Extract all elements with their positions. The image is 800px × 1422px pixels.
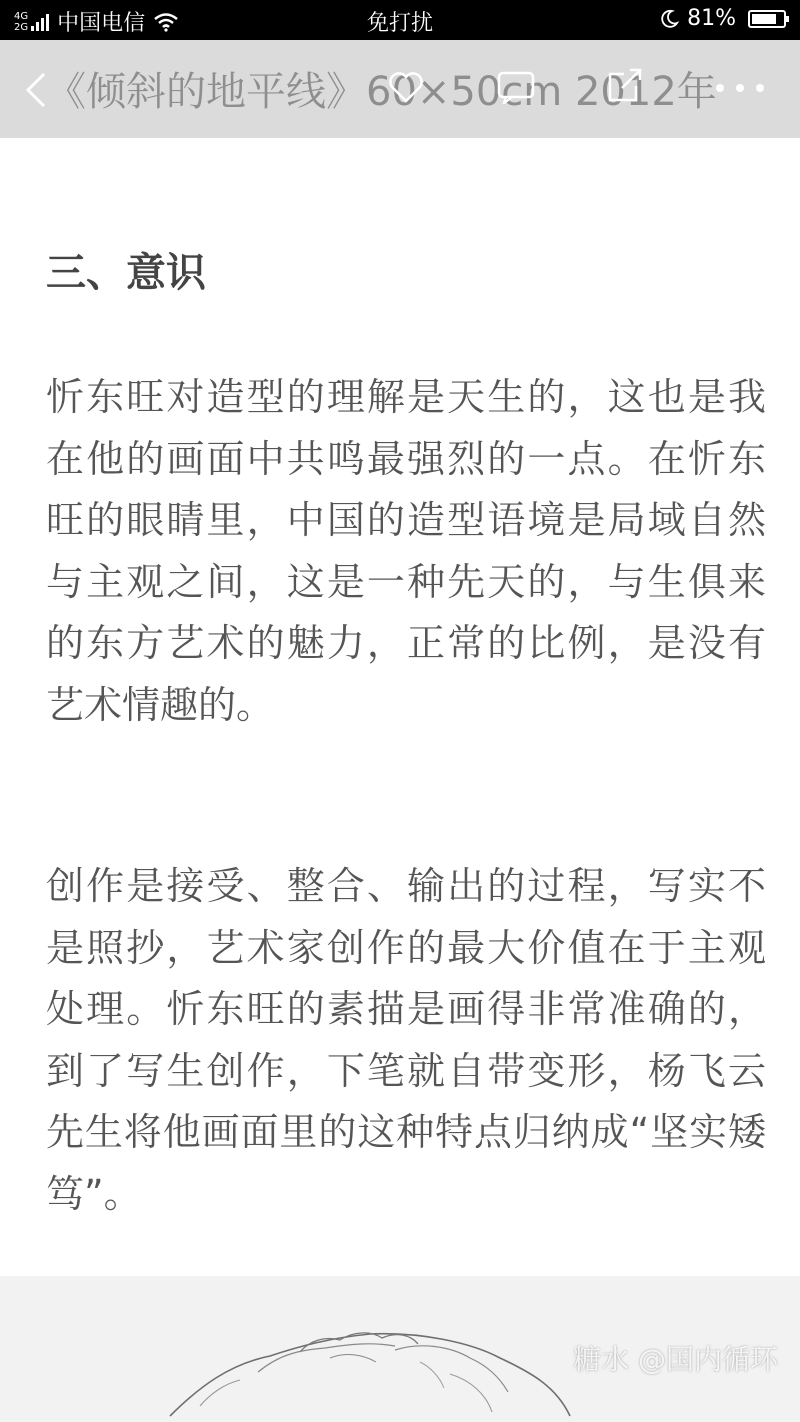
article-paragraph-1: 忻东旺对造型的理解是天生的，这也是我在他的画面中共鸣最强烈的一点。在忻东旺的眼睛里，中国的造型语境是局域自然与主观之间，这是一种先天的，与生俱来的东方艺术的魅力，正常的比例，是没有艺术情趣的。 — [46, 375, 766, 727]
more-dots-icon[interactable] — [712, 82, 768, 94]
dnd-mode-label: 免打扰 — [366, 11, 433, 36]
share-icon[interactable] — [606, 66, 644, 104]
top-toolbar — [0, 40, 800, 138]
comment-icon[interactable] — [496, 70, 536, 104]
status-right — [659, 6, 786, 31]
battery-tip — [786, 16, 789, 22]
network-type-bottom: 2G — [14, 21, 29, 33]
network-type-top: 4G — [14, 10, 29, 22]
battery-icon — [748, 10, 786, 28]
status-bar — [0, 0, 800, 40]
article-paragraph-2: 创作是接受、整合、输出的过程，写实不是照抄，艺术家创作的最大价值在于主观处理。忻东旺的素描是画得非常准确的，到了写生创作，下笔就自带变形，杨飞云先生将他画面里的这种特点归纳成“坚实矮笃”。 — [46, 864, 766, 1216]
artwork-image[interactable] — [0, 1276, 800, 1422]
heart-icon[interactable] — [388, 70, 424, 104]
battery-fill — [752, 14, 776, 24]
carrier-name: 中国电信 — [57, 11, 146, 36]
moon-icon — [659, 9, 679, 29]
watermark-text: 糖水 @国内循环 — [573, 1343, 778, 1376]
section-heading: 三、意识 — [46, 250, 206, 296]
chevron-left-icon[interactable] — [22, 70, 48, 110]
battery-percent: 81% — [687, 6, 736, 31]
